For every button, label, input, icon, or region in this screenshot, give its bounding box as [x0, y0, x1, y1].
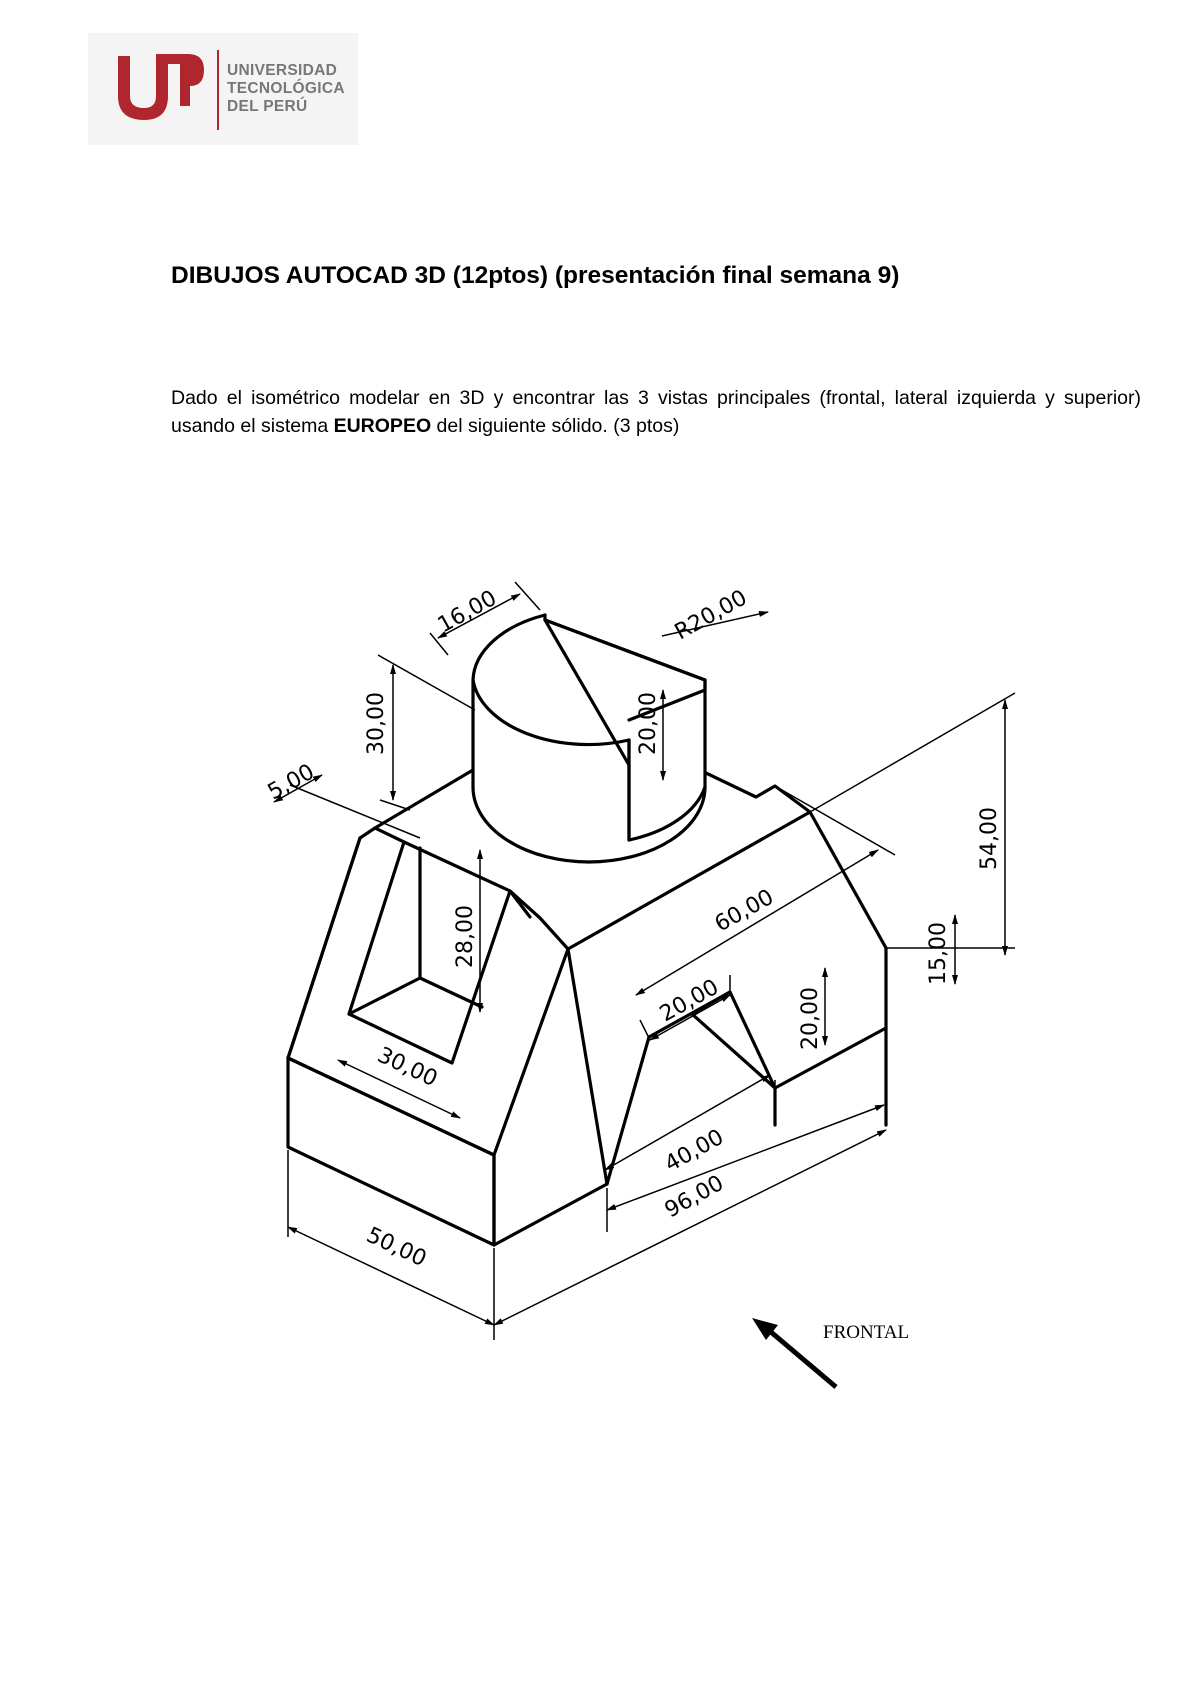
dim-54: 54,00 [977, 807, 1002, 870]
dim-30-vertical: 30,00 [364, 692, 389, 755]
logo-line-3: DEL PERÚ [227, 98, 308, 115]
dim-60: 60,00 [710, 884, 778, 938]
dim-40: 40,00 [660, 1124, 728, 1178]
dim-28: 28,00 [453, 905, 478, 968]
document-title: DIBUJOS AUTOCAD 3D (12ptos) (presentación final semana 9) [171, 262, 900, 289]
paragraph-text-2: del siguiente sólido. (3 ptos) [431, 415, 680, 437]
dim-30-horizontal: 30,00 [373, 1042, 442, 1093]
paragraph-text-1: Dado el isométrico modelar en 3D y encontrar las 3 vistas principales (frontal, lateral izquierda y superior) usando el sistema [171, 387, 1141, 437]
dim-r20: R20,00 [670, 585, 752, 646]
dim-15: 15,00 [926, 922, 951, 985]
frontal-label: FRONTAL [823, 1322, 910, 1343]
dim-16: 16,00 [433, 585, 501, 639]
dim-20-vertical: 20,00 [798, 987, 823, 1050]
dim-5: 5,00 [263, 759, 319, 806]
dim-20-cylinder: 20,00 [636, 692, 661, 755]
dim-20-horizontal: 20,00 [655, 974, 723, 1028]
paragraph-bold-system: EUROPEO [333, 415, 432, 437]
dim-96: 96,00 [660, 1170, 728, 1224]
dim-50: 50,00 [362, 1222, 431, 1273]
logo-line-1: UNIVERSIDAD [227, 62, 338, 79]
logo-line-2: TECNOLÓGICA [227, 80, 345, 97]
